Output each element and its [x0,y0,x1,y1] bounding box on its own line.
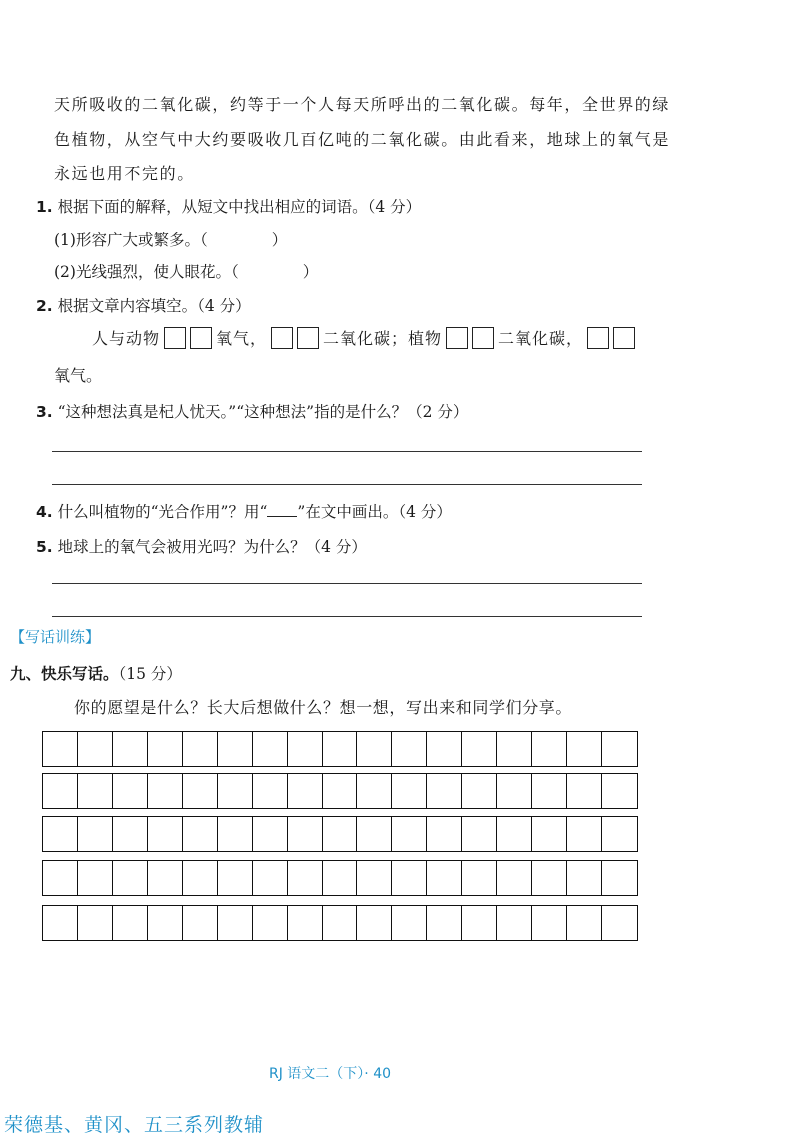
question-1-sub-2-suffix: ） [302,263,319,281]
passage-line-2: 色植物，从空气中大约要吸收几百亿吨的二氧化碳。由此看来，地球上的氧气是 [54,130,671,149]
question-9-label: 九、快乐写话。 [10,665,119,683]
writing-grid-cell[interactable] [497,774,532,808]
writing-grid-row[interactable] [42,731,638,767]
writing-grid-cell[interactable] [323,732,358,766]
writing-grid-cell[interactable] [567,732,602,766]
fill-text-3: 二氧化碳；植物 [323,329,443,348]
fill-box-3[interactable] [271,327,293,349]
question-5 [36,535,367,557]
writing-grid-cell[interactable] [253,774,288,808]
writing-grid-cell[interactable] [113,732,148,766]
fill-text-4: 二氧化碳， [498,329,584,348]
fill-box-6[interactable] [472,327,494,349]
writing-grid-cell[interactable] [392,906,427,940]
writing-grid-cell[interactable] [148,817,183,851]
question-4-suffix: ”在文中画出。（4 分） [297,503,452,521]
question-1-sub-2-prefix: (2)光线强烈，使人眼花。（ [54,263,239,281]
writing-grid-cell[interactable] [43,817,78,851]
writing-grid-cell[interactable] [43,861,78,895]
writing-grid-cell[interactable] [427,774,462,808]
writing-grid-cell[interactable] [218,906,253,940]
answer-line-q5-2[interactable] [52,616,642,617]
fill-box-5[interactable] [446,327,468,349]
writing-grid-cell[interactable] [253,861,288,895]
writing-grid-cell[interactable] [183,774,218,808]
answer-line-q5-1[interactable] [52,583,642,584]
writing-grid-cell[interactable] [462,861,497,895]
writing-grid-cell[interactable] [183,861,218,895]
question-5-number: 5. [36,538,53,556]
writing-grid-cell[interactable] [148,774,183,808]
writing-grid-cell[interactable] [323,774,358,808]
section-tag: 【写话训练】 [10,628,101,646]
writing-grid-cell[interactable] [497,732,532,766]
question-1-sub-1-prefix: (1)形容广大或繁多。（ [54,231,208,249]
writing-grid-cell[interactable] [602,861,637,895]
question-1 [36,195,421,217]
fill-box-4[interactable] [297,327,319,349]
writing-grid-cell[interactable] [183,817,218,851]
fill-text-1: 人与动物 [92,329,161,348]
writing-grid-cell[interactable] [567,906,602,940]
writing-grid-cell[interactable] [43,732,78,766]
answer-line-q3-1[interactable] [52,451,642,452]
question-5-text: 地球上的氧气会被用光吗？为什么？（4 分） [57,538,367,556]
passage-line-3: 永远也用不完的。 [54,164,195,183]
writing-grid-cell[interactable] [567,817,602,851]
writing-grid-cell[interactable] [357,861,392,895]
question-2-number: 2. [36,297,53,315]
writing-grid-cell[interactable] [427,817,462,851]
underline-mark [267,502,297,517]
writing-grid-cell[interactable] [78,817,113,851]
writing-grid-cell[interactable] [427,732,462,766]
writing-grid-cell[interactable] [113,774,148,808]
writing-grid-cell[interactable] [218,817,253,851]
writing-grid-cell[interactable] [113,817,148,851]
writing-grid-cell[interactable] [462,774,497,808]
writing-grid-cell[interactable] [148,861,183,895]
writing-grid-cell[interactable] [323,906,358,940]
writing-grid-cell[interactable] [288,817,323,851]
writing-grid-cell[interactable] [43,906,78,940]
question-2-text: 根据文章内容填空。（4 分） [57,297,251,315]
fill-box-2[interactable] [190,327,212,349]
writing-grid-cell[interactable] [78,906,113,940]
writing-grid-cell[interactable] [532,861,567,895]
writing-grid-cell[interactable] [218,732,253,766]
writing-grid-cell[interactable] [392,732,427,766]
writing-grid-cell[interactable] [218,774,253,808]
writing-grid-cell[interactable] [462,732,497,766]
question-1-text: 根据下面的解释，从短文中找出相应的词语。（4 分） [57,198,422,216]
writing-grid-cell[interactable] [288,774,323,808]
writing-grid-cell[interactable] [532,774,567,808]
writing-grid-cell[interactable] [427,861,462,895]
writing-grid-cell[interactable] [602,906,637,940]
writing-grid-row[interactable] [42,773,638,809]
writing-grid-cell[interactable] [218,861,253,895]
writing-grid-cell[interactable] [113,861,148,895]
writing-grid-cell[interactable] [497,817,532,851]
writing-grid-cell[interactable] [567,861,602,895]
writing-grid-cell[interactable] [357,906,392,940]
writing-grid-cell[interactable] [602,774,637,808]
writing-grid-cell[interactable] [497,861,532,895]
question-9 [10,662,182,684]
writing-grid-cell[interactable] [253,732,288,766]
writing-grid-cell[interactable] [78,774,113,808]
fill-box-1[interactable] [164,327,186,349]
writing-grid-cell[interactable] [323,861,358,895]
writing-grid-cell[interactable] [427,906,462,940]
writing-grid-cell[interactable] [602,817,637,851]
question-1-sub-2 [54,260,318,282]
writing-grid-cell[interactable] [148,906,183,940]
question-1-number: 1. [36,198,53,216]
writing-grid-row[interactable] [42,905,638,941]
writing-grid-row[interactable] [42,816,638,852]
writing-grid-cell[interactable] [288,906,323,940]
question-1-sub-1 [54,228,287,250]
question-3-number: 3. [36,403,53,421]
writing-grid-cell[interactable] [183,732,218,766]
writing-grid-cell[interactable] [288,861,323,895]
writing-grid-cell[interactable] [78,861,113,895]
writing-grid-cell[interactable] [183,906,218,940]
writing-grid-cell[interactable] [392,861,427,895]
writing-grid-cell[interactable] [462,906,497,940]
writing-grid-cell[interactable] [392,774,427,808]
question-3-text: “这种想法真是杞人忧天。”“这种想法”指的是什么？（2 分） [57,403,469,421]
writing-grid-cell[interactable] [253,906,288,940]
fill-text-5: 氧气。 [54,366,103,385]
writing-grid-cell[interactable] [462,817,497,851]
question-4-prefix: 什么叫植物的“光合作用”？用“ [57,503,268,521]
writing-grid-cell[interactable] [532,732,567,766]
writing-grid-cell[interactable] [357,817,392,851]
writing-grid-cell[interactable] [497,906,532,940]
writing-grid-cell[interactable] [602,732,637,766]
writing-grid-cell[interactable] [78,732,113,766]
question-4-number: 4. [36,503,53,521]
question-1-sub-1-suffix: ） [271,231,288,249]
question-9-score: （15 分） [118,665,182,683]
writing-grid-cell[interactable] [567,774,602,808]
writing-grid-cell[interactable] [357,732,392,766]
writing-grid-cell[interactable] [43,774,78,808]
writing-grid-cell[interactable] [113,906,148,940]
brand-line: 荣德基、黄冈、五三系列教辅 [4,1114,265,1136]
question-2-fill-row [90,326,637,349]
answer-line-q3-2[interactable] [52,484,642,485]
fill-box-7[interactable] [587,327,609,349]
fill-text-2: 氧气， [216,329,268,348]
writing-grid-row[interactable] [42,860,638,896]
writing-grid-cell[interactable] [532,906,567,940]
writing-grid-cell[interactable] [357,774,392,808]
writing-grid-cell[interactable] [148,732,183,766]
passage-line-1: 天所吸收的二氧化碳，约等于一个人每天所呼出的二氧化碳。每年，全世界的绿 [54,95,671,114]
question-3 [36,400,468,422]
question-2 [36,294,251,316]
writing-grid-cell[interactable] [392,817,427,851]
question-4 [36,500,452,522]
writing-grid-cell[interactable] [323,817,358,851]
fill-box-8[interactable] [613,327,635,349]
page-footer: RJ 语文二（下）· 40 [268,1066,392,1082]
writing-grid-cell[interactable] [288,732,323,766]
writing-grid-cell[interactable] [253,817,288,851]
writing-prompt: 你的愿望是什么？长大后想做什么？想一想，写出来和同学们分享。 [74,698,573,717]
writing-grid-cell[interactable] [532,817,567,851]
